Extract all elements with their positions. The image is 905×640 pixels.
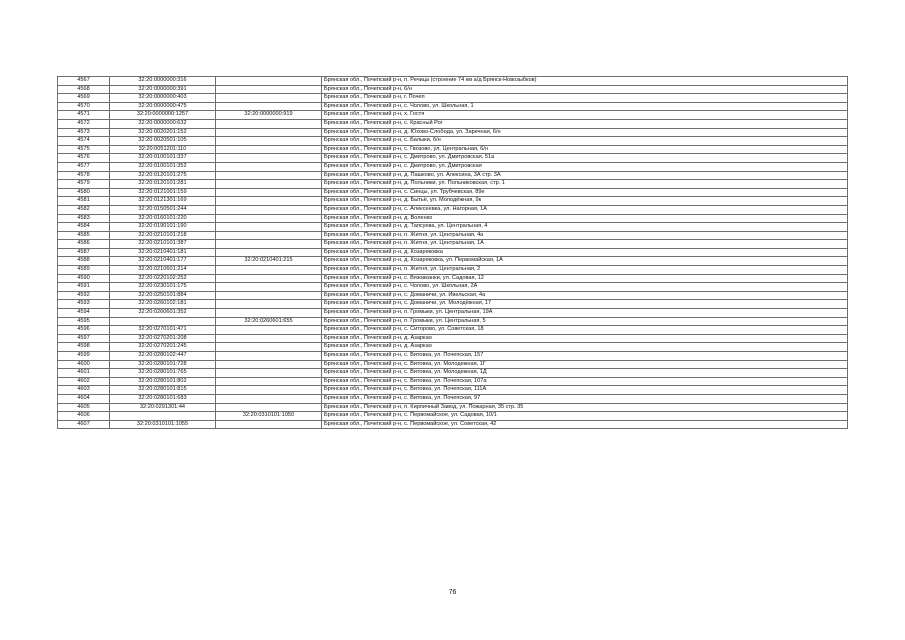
cadastral-number-cell: 32:20:0280101:802 xyxy=(110,377,216,386)
cadastral-number-cell: 32:20:0020501:105 xyxy=(110,137,216,146)
related-cadastral-number-cell xyxy=(216,223,322,232)
table-row xyxy=(58,197,848,206)
table-row xyxy=(58,205,848,214)
address-cell: Брянская обл., Почепский р-н, п. Кирпичный Завод, ул. Пожарная, 35 стр. 35 xyxy=(322,403,848,412)
table-row xyxy=(58,94,848,103)
related-cadastral-number-cell xyxy=(216,352,322,361)
cadastral-number-cell: 32:20:0100101:352 xyxy=(110,162,216,171)
cadastral-number-cell: 32:20:0000000:632 xyxy=(110,119,216,128)
related-cadastral-number-cell xyxy=(216,94,322,103)
table-row xyxy=(58,154,848,163)
related-cadastral-number-cell xyxy=(216,377,322,386)
cadastral-number-cell: 32:20:0160101:220 xyxy=(110,214,216,223)
related-cadastral-number-cell xyxy=(216,248,322,257)
related-cadastral-number-cell xyxy=(216,128,322,137)
related-cadastral-number-cell xyxy=(216,291,322,300)
table-row xyxy=(58,394,848,403)
address-cell: Брянская обл., Почепский р-н, с. Алексеевка, ул. Нагорная, 1А xyxy=(322,205,848,214)
cadastral-number-cell: 32:20:0000000:1257 xyxy=(110,111,216,120)
cadastral-number-cell: 32:20:0220102:252 xyxy=(110,274,216,283)
table-row xyxy=(58,412,848,421)
related-cadastral-number-cell: 32:20:0310101:1050 xyxy=(216,412,322,421)
row-number-cell: 4591 xyxy=(58,283,110,292)
address-cell: Брянская обл., Почепский р-н, п. Громыки, ул. Центральная, 5 xyxy=(322,317,848,326)
row-number-cell: 4580 xyxy=(58,188,110,197)
table-row xyxy=(58,326,848,335)
related-cadastral-number-cell xyxy=(216,266,322,275)
table-row xyxy=(58,352,848,361)
cadastral-table xyxy=(57,76,848,429)
cadastral-number-cell: 32:20:0250101:884 xyxy=(110,291,216,300)
address-cell: Брянская обл., Почепский р-н, п. Житня, ул. Центральная, 1А xyxy=(322,240,848,249)
row-number-cell: 4595 xyxy=(58,317,110,326)
related-cadastral-number-cell: 32:20:0000000:919 xyxy=(216,111,322,120)
cadastral-number-cell: 32:20:0000000:475 xyxy=(110,102,216,111)
row-number-cell: 4582 xyxy=(58,205,110,214)
address-cell: Брянская обл., Почепский р-н, с. Витовка, ул. Почепская, 107а xyxy=(322,377,848,386)
row-number-cell: 4583 xyxy=(58,214,110,223)
cadastral-number-cell: 32:20:0100101:337 xyxy=(110,154,216,163)
table-row xyxy=(58,128,848,137)
row-number-cell: 4567 xyxy=(58,77,110,86)
address-cell: Брянская обл., Почепский р-н, с. Красный Рог xyxy=(322,119,848,128)
row-number-cell: 4577 xyxy=(58,162,110,171)
address-cell: Брянская обл., Почепский р-н, с. Доманичи, ул. Молодёжная, 17 xyxy=(322,300,848,309)
address-cell: Брянская обл., Почепский р-н, с. Витовка, ул. Почепская, 111А xyxy=(322,386,848,395)
row-number-cell: 4572 xyxy=(58,119,110,128)
row-number-cell: 4579 xyxy=(58,180,110,189)
address-cell: Брянская обл., Почепский р-н, д. Пашково, ул. Алексина, 3А стр. 3А xyxy=(322,171,848,180)
table-row xyxy=(58,85,848,94)
row-number-cell: 4588 xyxy=(58,257,110,266)
row-number-cell: 4601 xyxy=(58,369,110,378)
related-cadastral-number-cell xyxy=(216,369,322,378)
cadastral-number-cell: 32:20:0210101:387 xyxy=(110,240,216,249)
address-cell: Брянская обл., Почепский р-н, с. Первомайское, ул. Садовая, 10/1 xyxy=(322,412,848,421)
table-row xyxy=(58,214,848,223)
table-row xyxy=(58,369,848,378)
row-number-cell: 4575 xyxy=(58,145,110,154)
table-row xyxy=(58,377,848,386)
address-cell: Брянская обл., Почепский р-н, п. Житня, ул. Центральная, 2 xyxy=(322,266,848,275)
cadastral-number-cell: 32:20:0270201:208 xyxy=(110,334,216,343)
table-body xyxy=(58,77,848,429)
address-cell: Брянская обл., Почепский р-н, д. Польники, ул. Польниковская, стр. 1 xyxy=(322,180,848,189)
address-cell: Брянская обл., Почепский р-н, с. Доманичи, ул. Ивельская, 4а xyxy=(322,291,848,300)
related-cadastral-number-cell xyxy=(216,180,322,189)
related-cadastral-number-cell xyxy=(216,394,322,403)
table-row xyxy=(58,309,848,318)
cadastral-number-cell: 32:20:0291301:44 xyxy=(110,403,216,412)
row-number-cell: 4599 xyxy=(58,352,110,361)
address-cell: Брянская обл., Почепский р-н, д. Азаркао xyxy=(322,334,848,343)
cadastral-number-cell: 32:20:0210401:177 xyxy=(110,257,216,266)
related-cadastral-number-cell xyxy=(216,162,322,171)
row-number-cell: 4571 xyxy=(58,111,110,120)
address-cell: Брянская обл., Почепский р-н, д. Козаряковка, ул. Первомайская, 1А xyxy=(322,257,848,266)
table-row xyxy=(58,162,848,171)
address-cell: Брянская обл., Почепский р-н, с. Вязовканки, ул. Садовая, 12 xyxy=(322,274,848,283)
row-number-cell: 4585 xyxy=(58,231,110,240)
table-row xyxy=(58,240,848,249)
row-number-cell: 4584 xyxy=(58,223,110,232)
row-number-cell: 4600 xyxy=(58,360,110,369)
cadastral-number-cell: 32:20:0270101:471 xyxy=(110,326,216,335)
table-row xyxy=(58,274,848,283)
row-number-cell: 4604 xyxy=(58,394,110,403)
related-cadastral-number-cell xyxy=(216,145,322,154)
row-number-cell: 4605 xyxy=(58,403,110,412)
address-cell: Брянская обл., Почепский р-н, с. Синцы, ул. Трубчевская, 89е xyxy=(322,188,848,197)
table-row xyxy=(58,420,848,429)
table-row xyxy=(58,180,848,189)
row-number-cell: 4598 xyxy=(58,343,110,352)
address-cell: Брянская обл., Почепский р-н, х. Гостя xyxy=(322,111,848,120)
cadastral-number-cell: 32:20:0270201:245 xyxy=(110,343,216,352)
table-row xyxy=(58,334,848,343)
cadastral-number-cell: 32:20:0210601:214 xyxy=(110,266,216,275)
cadastral-number-cell: 32:20:0120101:275 xyxy=(110,171,216,180)
table-row xyxy=(58,77,848,86)
address-cell: Брянская обл., Почепский р-н, п. Речица (строение 74 км а/д Брянск-Новозыбков) xyxy=(322,77,848,86)
related-cadastral-number-cell xyxy=(216,188,322,197)
related-cadastral-number-cell xyxy=(216,205,322,214)
table-row xyxy=(58,266,848,275)
related-cadastral-number-cell xyxy=(216,171,322,180)
table-row xyxy=(58,248,848,257)
row-number-cell: 4578 xyxy=(58,171,110,180)
table-row xyxy=(58,119,848,128)
address-cell: Брянская обл., Почепский р-н, д. Тапсуева, ул. Центральная, 4 xyxy=(322,223,848,232)
related-cadastral-number-cell xyxy=(216,309,322,318)
address-cell: Брянская обл., Почепский р-н, д. Воленко xyxy=(322,214,848,223)
cadastral-number-cell: 32:20:0260102:181 xyxy=(110,300,216,309)
row-number-cell: 4586 xyxy=(58,240,110,249)
cadastral-number-cell: 32:20:0051201:110 xyxy=(110,145,216,154)
row-number-cell: 4602 xyxy=(58,377,110,386)
cadastral-number-cell: 32:20:0210101:218 xyxy=(110,231,216,240)
related-cadastral-number-cell xyxy=(216,326,322,335)
related-cadastral-number-cell: 32:20:0260601:655 xyxy=(216,317,322,326)
related-cadastral-number-cell xyxy=(216,420,322,429)
cadastral-number-cell: 32:20:0121301:169 xyxy=(110,197,216,206)
table-row xyxy=(58,343,848,352)
table-row xyxy=(58,111,848,120)
cadastral-number-cell: 32:20:0260601:352 xyxy=(110,309,216,318)
table-row xyxy=(58,223,848,232)
table-row xyxy=(58,291,848,300)
address-cell: Брянская обл., Почепский р-н, с. Гвозово, ул. Центральная, 6/н xyxy=(322,145,848,154)
row-number-cell: 4576 xyxy=(58,154,110,163)
related-cadastral-number-cell xyxy=(216,300,322,309)
row-number-cell: 4581 xyxy=(58,197,110,206)
address-cell: Брянская обл., Почепский р-н, с. Чолово, ул. Школьная, 1 xyxy=(322,102,848,111)
row-number-cell: 4573 xyxy=(58,128,110,137)
table-row xyxy=(58,300,848,309)
related-cadastral-number-cell xyxy=(216,214,322,223)
cadastral-number-cell: 32:20:0280101:728 xyxy=(110,360,216,369)
address-cell: Брянская обл., Почепский р-н, с. Балыки, б/н xyxy=(322,137,848,146)
cadastral-number-cell: 32:20:0120101:281 xyxy=(110,180,216,189)
address-cell: Брянская обл., Почепский р-н, с. Витовка, ул. Молодежная, 1Д xyxy=(322,369,848,378)
table-row xyxy=(58,231,848,240)
row-number-cell: 4570 xyxy=(58,102,110,111)
related-cadastral-number-cell xyxy=(216,85,322,94)
related-cadastral-number-cell: 32:20:0210401:215 xyxy=(216,257,322,266)
related-cadastral-number-cell xyxy=(216,403,322,412)
row-number-cell: 4569 xyxy=(58,94,110,103)
address-cell: Брянская обл., Почепский р-н, с. Чолово, ул. Школьная, 2А xyxy=(322,283,848,292)
cadastral-number-cell xyxy=(110,317,216,326)
related-cadastral-number-cell xyxy=(216,197,322,206)
table-row xyxy=(58,102,848,111)
cadastral-number-cell: 32:20:0121001:159 xyxy=(110,188,216,197)
row-number-cell: 4590 xyxy=(58,274,110,283)
related-cadastral-number-cell xyxy=(216,386,322,395)
address-cell: Брянская обл., Почепский р-н, д. Юхово-Слобода, ул. Заречная, 6/н xyxy=(322,128,848,137)
address-cell: Брянская обл., Почепский р-н, с. Дмитрово, ул. Дмитровская, 51а xyxy=(322,154,848,163)
address-cell: Брянская обл., Почепский р-н, д. Азаркао xyxy=(322,343,848,352)
table-row xyxy=(58,137,848,146)
table-row xyxy=(58,283,848,292)
table-row xyxy=(58,188,848,197)
row-number-cell: 4603 xyxy=(58,386,110,395)
related-cadastral-number-cell xyxy=(216,137,322,146)
table-row xyxy=(58,317,848,326)
related-cadastral-number-cell xyxy=(216,77,322,86)
cadastral-number-cell: 32:20:0190101:190 xyxy=(110,223,216,232)
cadastral-number-cell: 32:20:0150501:244 xyxy=(110,205,216,214)
related-cadastral-number-cell xyxy=(216,343,322,352)
related-cadastral-number-cell xyxy=(216,240,322,249)
address-cell: Брянская обл., Почепский р-н, г. Почеп xyxy=(322,94,848,103)
row-number-cell: 4592 xyxy=(58,291,110,300)
row-number-cell: 4597 xyxy=(58,334,110,343)
table-row xyxy=(58,145,848,154)
address-cell: Брянская обл., Почепский р-н, д. Бытьё, ул. Молодёжная, 9к xyxy=(322,197,848,206)
row-number-cell: 4596 xyxy=(58,326,110,335)
related-cadastral-number-cell xyxy=(216,283,322,292)
row-number-cell: 4606 xyxy=(58,412,110,421)
cadastral-number-cell: 32:20:0000000:391 xyxy=(110,85,216,94)
related-cadastral-number-cell xyxy=(216,360,322,369)
related-cadastral-number-cell xyxy=(216,102,322,111)
cadastral-number-cell: 32:20:0280101:765 xyxy=(110,369,216,378)
address-cell: Брянская обл., Почепский р-н, п. Громыки, ул. Центральная, 19А xyxy=(322,309,848,318)
row-number-cell: 4607 xyxy=(58,420,110,429)
row-number-cell: 4568 xyxy=(58,85,110,94)
address-cell: Брянская обл., Почепский р-н, с. Витовка, ул. Молодежная, 1Г xyxy=(322,360,848,369)
table-row xyxy=(58,386,848,395)
related-cadastral-number-cell xyxy=(216,334,322,343)
table-row xyxy=(58,360,848,369)
related-cadastral-number-cell xyxy=(216,154,322,163)
cadastral-number-cell: 32:20:0280101:815 xyxy=(110,386,216,395)
row-number-cell: 4574 xyxy=(58,137,110,146)
cadastral-number-cell: 32:20:0020201:152 xyxy=(110,128,216,137)
address-cell: Брянская обл., Почепский р-н, с. Первомайское, ул. Советская, 42 xyxy=(322,420,848,429)
cadastral-number-cell: 32:20:0210401:181 xyxy=(110,248,216,257)
related-cadastral-number-cell xyxy=(216,274,322,283)
table-row xyxy=(58,257,848,266)
address-cell: Брянская обл., Почепский р-н, с. Ситорово, ул. Советская, 18 xyxy=(322,326,848,335)
related-cadastral-number-cell xyxy=(216,119,322,128)
row-number-cell: 4593 xyxy=(58,300,110,309)
cadastral-number-cell: 32:20:0310101:1055 xyxy=(110,420,216,429)
cadastral-number-cell: 32:20:0000000:403 xyxy=(110,94,216,103)
address-cell: Брянская обл., Почепский р-н, 6/н xyxy=(322,85,848,94)
address-cell: Брянская обл., Почепский р-н, д. Козаряковка xyxy=(322,248,848,257)
table-row xyxy=(58,171,848,180)
cadastral-number-cell: 32:20:0000000:316 xyxy=(110,77,216,86)
cadastral-number-cell: 32:20:0280102:447 xyxy=(110,352,216,361)
page-number: 76 xyxy=(448,589,457,596)
address-cell: Брянская обл., Почепский р-н, с. Витовка, ул. Почепская, 157 xyxy=(322,352,848,361)
row-number-cell: 4589 xyxy=(58,266,110,275)
cadastral-number-cell: 32:20:0230101:175 xyxy=(110,283,216,292)
cadastral-number-cell xyxy=(110,412,216,421)
address-cell: Брянская обл., Почепский р-н, с. Витовка, ул. Почепская, 97 xyxy=(322,394,848,403)
address-cell: Брянская обл., Почепский р-н, с. Дмитрово, ул. Дмитровская xyxy=(322,162,848,171)
row-number-cell: 4587 xyxy=(58,248,110,257)
cadastral-number-cell: 32:20:0280101:683 xyxy=(110,394,216,403)
row-number-cell: 4594 xyxy=(58,309,110,318)
related-cadastral-number-cell xyxy=(216,231,322,240)
table-row xyxy=(58,403,848,412)
address-cell: Брянская обл., Почепский р-н, п. Житня, ул. Центральная, 4а xyxy=(322,231,848,240)
